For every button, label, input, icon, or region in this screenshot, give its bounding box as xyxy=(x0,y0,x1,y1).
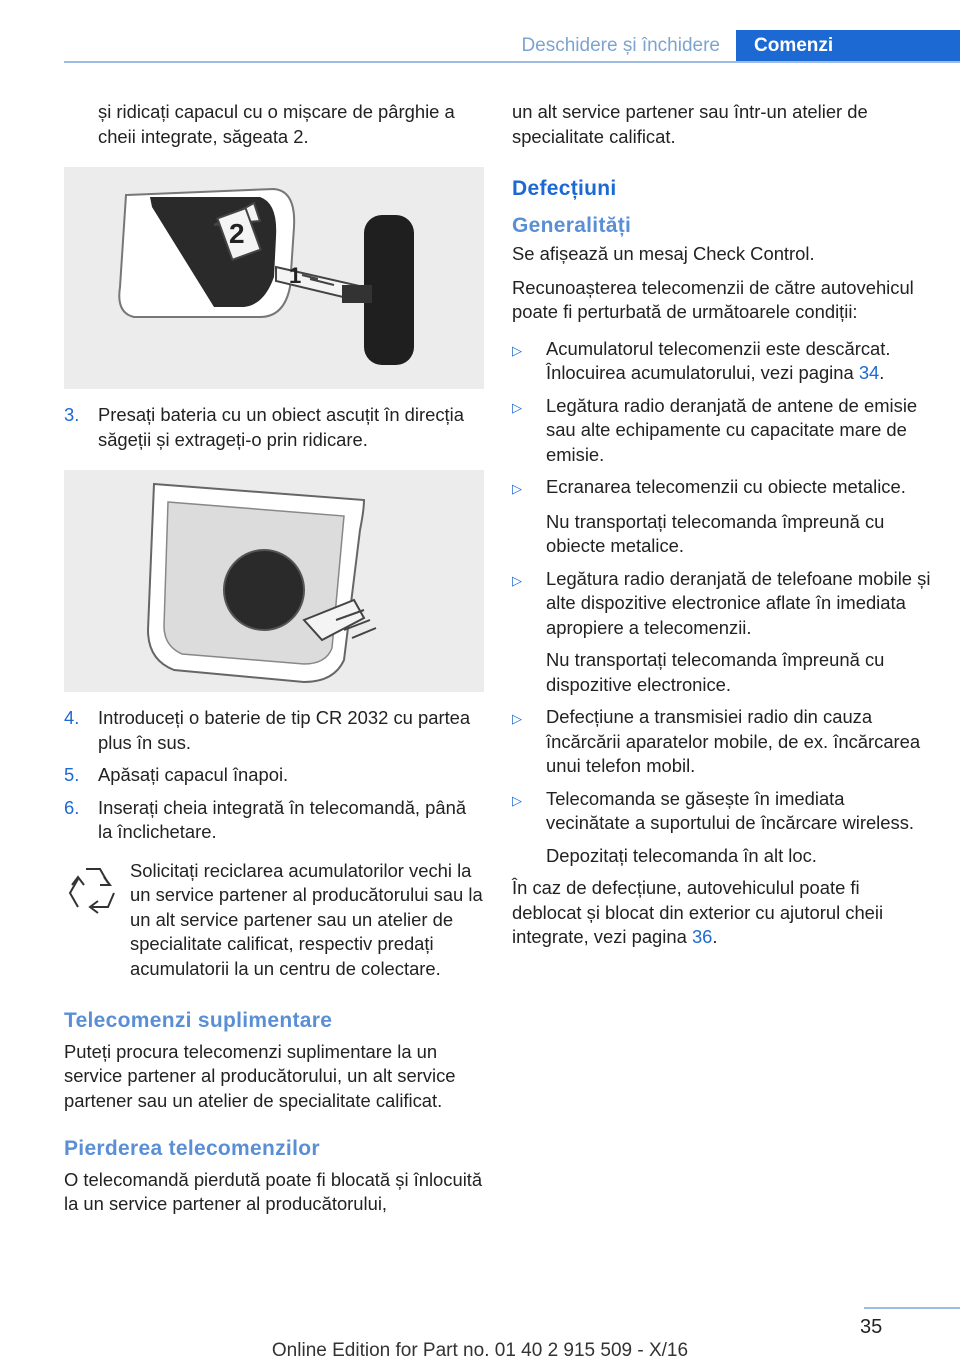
step-3-text: Presați bateria cu un obiect ascuțit în direcția săgeții și extrageți-o prin ridicare. xyxy=(98,404,464,450)
step-5-text: Apăsați capacul înapoi. xyxy=(98,764,289,785)
page-link-36[interactable]: 36 xyxy=(691,926,713,947)
bullet-1 xyxy=(512,337,932,386)
figure-battery xyxy=(64,470,484,692)
header-divider xyxy=(64,61,960,63)
heading-pierderea-telecomenzilor: Pierderea telecomenzilor xyxy=(64,1137,320,1160)
recycle-icon xyxy=(64,863,122,915)
page-number: 35 xyxy=(860,1316,883,1338)
bullet-5 xyxy=(512,705,932,779)
step-5 xyxy=(64,763,484,788)
paragraph-pierdere: O telecomandă pierdută poate fi blocată și înlocuită la un service partener al producătorului, xyxy=(64,1168,483,1214)
step-6 xyxy=(64,796,484,845)
heading-defectiuni: Defecțiuni xyxy=(512,177,617,200)
bullet-6-sub: Depozitați telecomanda în alt loc. xyxy=(546,844,817,866)
bullet-marker: ▷ xyxy=(512,792,522,808)
continuation-text: un alt service partener sau într-un atelier de specialitate calificat. xyxy=(512,101,868,147)
bullet-3 xyxy=(512,475,932,502)
page-link-34[interactable]: 34 xyxy=(858,362,880,383)
bullet-marker: ▷ xyxy=(512,342,522,358)
step-6-text: Inserați cheia integrată în telecomandă, până la înclichetare. xyxy=(98,796,467,842)
bullet-1-text: Acumulatorul telecomenzii este descărcat. Înlocuirea acumulatorului, vezi pagina 34. xyxy=(546,337,891,383)
bullet-3-sub: Nu transportați telecomanda împreună cu obiecte metalice. xyxy=(546,510,885,556)
paragraph-final: În caz de defecțiune, autovehiculul poate fi deblocat și blocat din exterior cu ajutorul cheii integrate, vezi pagina 36. xyxy=(512,877,884,947)
bullet-5-text: Defecțiune a transmisiei radio din cauza încărcării aparatelor mobile, de ex. încărcarea unui telefon mobil. xyxy=(546,706,921,776)
step-4 xyxy=(64,706,484,755)
intro-text: și ridicați capacul cu o mișcare de pârghie a cheii integrate, săgeata 2. xyxy=(98,101,455,147)
header-section: Deschidere și închidere xyxy=(521,35,720,56)
header-chapter: Comenzi xyxy=(736,30,960,62)
bullet-4-sub: Nu transportați telecomanda împreună cu dispozitive electronice. xyxy=(546,649,885,695)
key-cover-illustration xyxy=(64,167,480,389)
paragraph-check-control: Se afișează un mesaj Check Control. xyxy=(512,243,815,264)
step-4-number: 4. xyxy=(64,707,80,728)
arrow-1-label: 1 xyxy=(289,263,302,288)
right-column xyxy=(512,100,932,959)
bullet-2-text: Legătura radio deranjată de antene de emisie sau alte echipamente cu capacitate mare de emisie. xyxy=(546,394,918,465)
bullet-6 xyxy=(512,787,932,836)
step-6-number: 6. xyxy=(64,796,80,818)
step-3 xyxy=(64,403,484,452)
heading-generalitati: Generalități xyxy=(512,213,632,237)
heading-telecomenzi-suplimentare: Telecomenzi suplimentare xyxy=(64,1009,333,1032)
bullet-marker: ▷ xyxy=(512,481,522,496)
bullet-4-text: Legătura radio deranjată de telefoane mobile și alte dispozitive electronice aflate în imediata apropiere a telecomenzii. xyxy=(546,567,931,638)
bullet-marker: ▷ xyxy=(512,711,522,726)
figure-key-cover xyxy=(64,167,484,389)
bullet-2 xyxy=(512,394,932,468)
bullet-3-text: Ecranarea telecomenzii cu obiecte metalice. xyxy=(546,476,906,497)
step-3-number: 3. xyxy=(64,404,80,425)
bullet-6-text: Telecomanda se găsește în imediata vecinătate a suportului de încărcare wireless. xyxy=(546,787,915,833)
footer-edition: Online Edition for Part no. 01 40 2 915 509 - X/16 xyxy=(271,1340,689,1361)
bullet-marker: ▷ xyxy=(512,572,522,588)
arrow-2-label: 2 xyxy=(229,218,245,249)
bullet-4 xyxy=(512,567,932,641)
bullet-marker: ▷ xyxy=(512,399,522,415)
battery-illustration xyxy=(64,470,480,692)
paragraph-suplimentare: Puteți procura telecomenzi suplimentare la un service partener al producătorului, un alt service partener sau un atelier de specialitate calificat. xyxy=(64,1040,456,1111)
footer-divider xyxy=(864,1307,960,1309)
step-4-text: Introduceți o baterie de tip CR 2032 cu partea plus în sus. xyxy=(98,707,471,753)
recycle-text: Solicitați reciclarea acumulatorilor vechi la un service partener al producătorului sau la un alt service partener sau un atelier de specialitate calificat, respectiv predați acumulatorii la un centru de colectare. xyxy=(130,859,483,979)
step-5-number: 5. xyxy=(64,764,80,785)
recycle-note xyxy=(64,859,484,982)
paragraph-recunoastere: Recunoașterea telecomenzii de către autovehicul poate fi perturbată de următoarele condiții: xyxy=(512,276,914,322)
left-column xyxy=(64,100,484,1226)
